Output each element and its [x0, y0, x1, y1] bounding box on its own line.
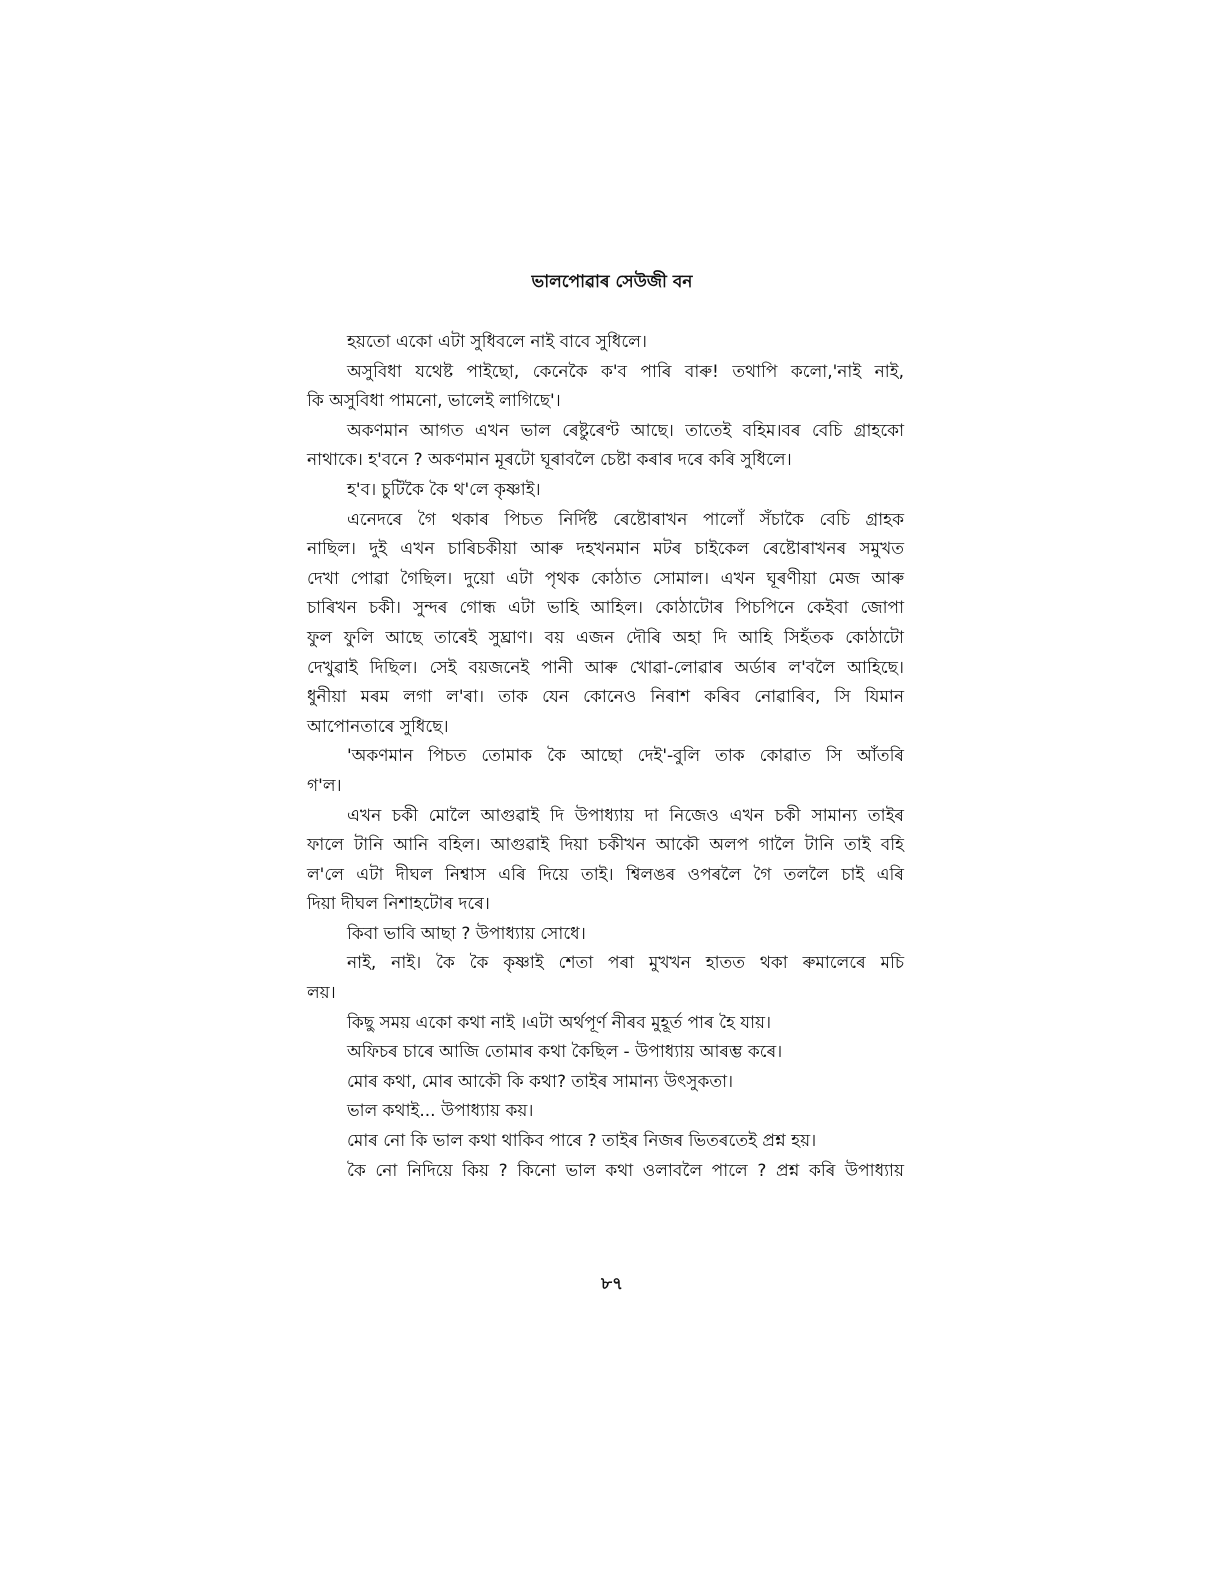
text-line: অকণমান আগত এখন ভাল ৰেষ্টুৰেণ্ট আছে। তাতেই বহিম।বৰ বেচি গ্ৰাহকো [347, 420, 904, 441]
text-line: হয়তো একো এটা সুধিবলে নাই বাবে সুধিলে। [347, 332, 647, 352]
text-line: হ'ব। চুটিকৈ কৈ থ'লে কৃষ্ণাই। [347, 479, 541, 500]
text-line: গ'ল। [307, 775, 342, 796]
text-line: কৈ নো নিদিয়ে কিয় ? কিনো ভাল কথা ওলাবলৈ পালে ? প্ৰশ্ন কৰি উপাধ্যায় [347, 1160, 904, 1181]
text-line: ফুল ফুলি আছে তাৰেই সুঘ্ৰাণ। বয় এজন দৌৰি অহা দি আহি সিহঁতক কোঠাটো [307, 627, 904, 648]
running-header: ভালপোৱাৰ সেউজী বন [531, 272, 693, 292]
text-line: দেখুৱাই দিছিল। সেই বয়জনেই পানী আৰু খোৱা-লোৱাৰ অৰ্ডাৰ ল'বলৈ আহিছে। [307, 657, 904, 678]
text-line: নাথাকে। হ'বনে ? অকণমান মূৰটো ঘূৰাবলৈ চেষ্টা কৰাৰ দৰে কৰি সুধিলে। [307, 450, 792, 471]
text-line: এখন চকী মোলৈ আগুৱাই দি উপাধ্যায় দা নিজেও এখন চকী সামান্য তাইৰ [347, 805, 904, 826]
text-line: কি অসুবিধা পামনো, ভালেই লাগিছে'। [307, 391, 561, 412]
text-line: কিবা ভাবি আছা ? উপাধ্যায় সোধে। [347, 923, 586, 944]
text-line: ধুনীয়া মৰম লগা ল'ৰা। তাক যেন কোনেও নিৰাশ কৰিব নোৱাৰিব, সি যিমান [307, 687, 904, 708]
text-line: চাৰিখন চকী। সুন্দৰ গোন্ধ এটা ভাহি আহিল। কোঠাটোৰ পিচপিনে কেইবা জোপা [307, 598, 904, 619]
text-line: লয়। [307, 983, 336, 1004]
text-line: দেখা পোৱা গৈছিল। দুয়ো এটা পৃথক কোঠাত সোমাল। এখন ঘূৰণীয়া মেজ আৰু [307, 568, 904, 589]
text-line: আপোনতাৰে সুধিছে। [307, 716, 449, 737]
text-line: কিছু সময় একো কথা নাই ।এটা অৰ্থপূৰ্ণ নীৰব মুহূৰ্ত পাৰ হৈ যায়। [347, 1012, 772, 1033]
page-number: ৮৭ [600, 1274, 624, 1294]
text-line: ভাল কথাই... উপাধ্যায় কয়। [347, 1101, 534, 1122]
text-line: মোৰ কথা, মোৰ আকৌ কি কথা? তাইৰ সামান্য উৎসুকতা। [347, 1071, 734, 1092]
text-line: দিয়া দীঘল নিশাহটোৰ দৰে। [307, 894, 490, 915]
text-line: এনেদৰে গৈ থকাৰ পিচত নিৰ্দিষ্ট ৰেষ্টোৰাখন পালোঁ সঁচাকৈ বেচি গ্ৰাহক [347, 509, 904, 530]
text-line: 'অকণমান পিচত তোমাক কৈ আছো দেই'-বুলি তাক কোৱাত সি আঁতৰি [347, 746, 904, 767]
text-line: ফালে টানি আনি বহিল। আগুৱাই দিয়া চকীখন আকৌ অলপ গালৈ টানি তাই বহি [307, 835, 904, 856]
text-line: মোৰ নো কি ভাল কথা থাকিব পাৰে ? তাইৰ নিজৰ ভিতৰতেই প্ৰশ্ন হয়। [347, 1131, 817, 1152]
text-line: নাছিল। দুই এখন চাৰিচকীয়া আৰু দহখনমান মটৰ চাইকেল ৰেষ্টোৰাখনৰ সমুখত [307, 539, 904, 560]
text-line: নাই, নাই। কৈ কৈ কৃষ্ণাই শেতা পৰা মুখখন হাতত থকা ৰুমালেৰে মচি [347, 953, 904, 974]
text-line: অফিচৰ চাৰে আজি তোমাৰ কথা কৈছিল - উপাধ্যায় আৰম্ভ কৰে। [347, 1042, 783, 1063]
text-line: ল'লে এটা দীঘল নিশ্বাস এৰি দিয়ে তাই। শ্বিলঙৰ ওপৰলৈ গৈ তললৈ চাই এৰি [307, 864, 904, 885]
text-line: অসুবিধা যথেষ্ট পাইছো, কেনেকৈ ক'ব পাৰি বাৰু! তথাপি কলো,'নাই নাই, [347, 361, 904, 382]
body-text [307, 328, 904, 1186]
